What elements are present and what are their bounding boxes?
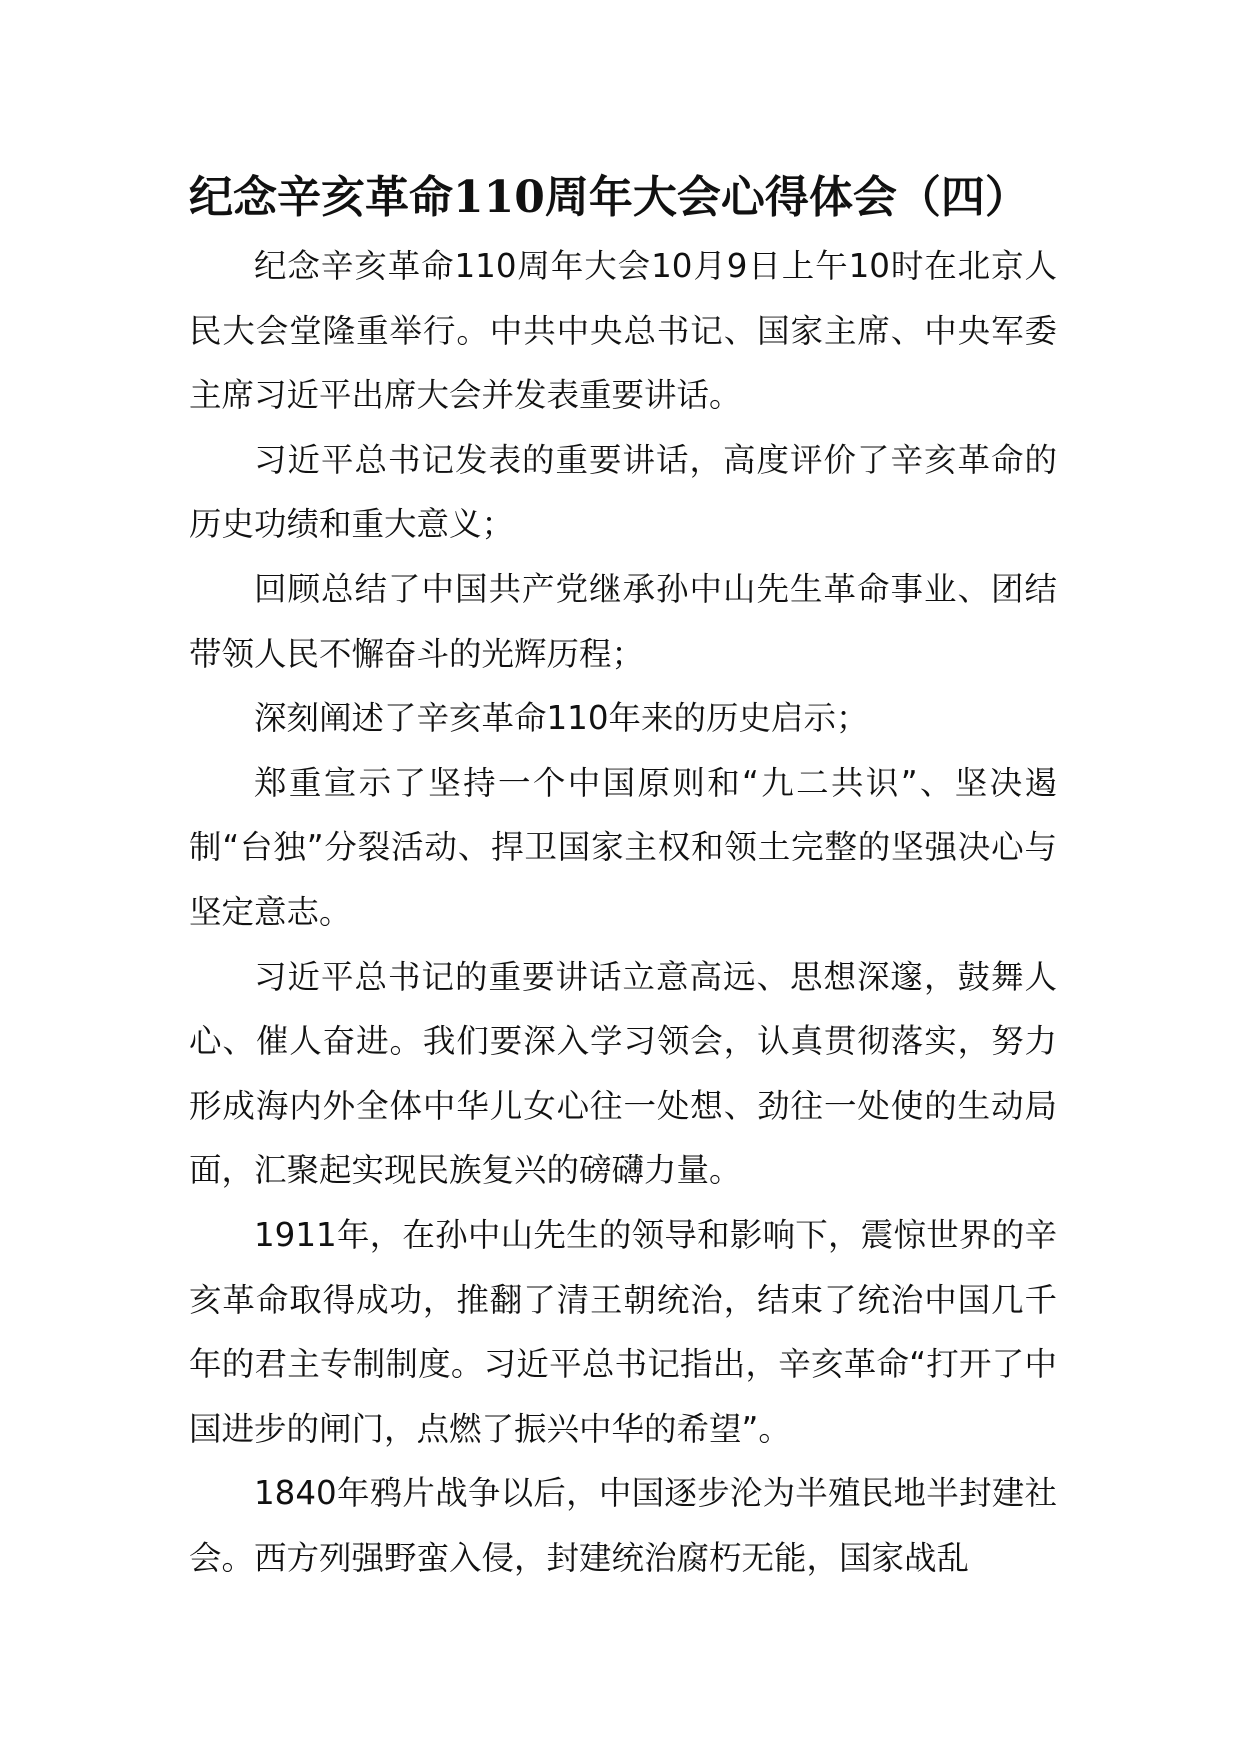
paragraph: 习近平总书记发表的重要讲话，高度评价了辛亥革命的历史功绩和重大意义； — [189, 440, 1057, 544]
paragraph: 1840年鸦片战争以后，中国逐步沦为半殖民地半封建社会。西方列强野蛮入侵，封建统治腐朽无能，国家战乱 — [189, 1474, 1057, 1577]
paragraph: 1911年，在孙中山先生的领导和影响下，震惊世界的辛亥革命取得成功，推翻了清王朝统治，结束了统治中国几千年的君主专制制度。习近平总书记指出，辛亥革命“打开了中国进步的闸门，点燃了振兴中华的希望”。 — [189, 1215, 1057, 1448]
paragraph: 深刻阐述了辛亥革命110年来的历史启示； — [254, 699, 869, 738]
document-title: 纪念辛亥革命110周年大会心得体会（四） — [189, 172, 1029, 223]
document-page — [189, 168, 1057, 1590]
paragraph: 回顾总结了中国共产党继承孙中山先生革命事业、团结带领人民不懈奋斗的光辉历程； — [189, 569, 1057, 673]
paragraph: 习近平总书记的重要讲话立意高远、思想深邃，鼓舞人心、催人奋进。我们要深入学习领会，认真贯彻落实，努力形成海内外全体中华儿女心往一处想、劲往一处使的生动局面，汇聚起实现民族复兴的磅礴力量。 — [189, 957, 1057, 1190]
paragraph: 纪念辛亥革命110周年大会10月9日上午10时在北京人民大会堂隆重举行。中共中央总书记、国家主席、中央军委主席习近平出席大会并发表重要讲话。 — [189, 247, 1057, 415]
paragraph: 郑重宣示了坚持一个中国原则和“九二共识”、坚决遏制“台独”分裂活动、捍卫国家主权和领土完整的坚强决心与坚定意志。 — [189, 763, 1057, 931]
